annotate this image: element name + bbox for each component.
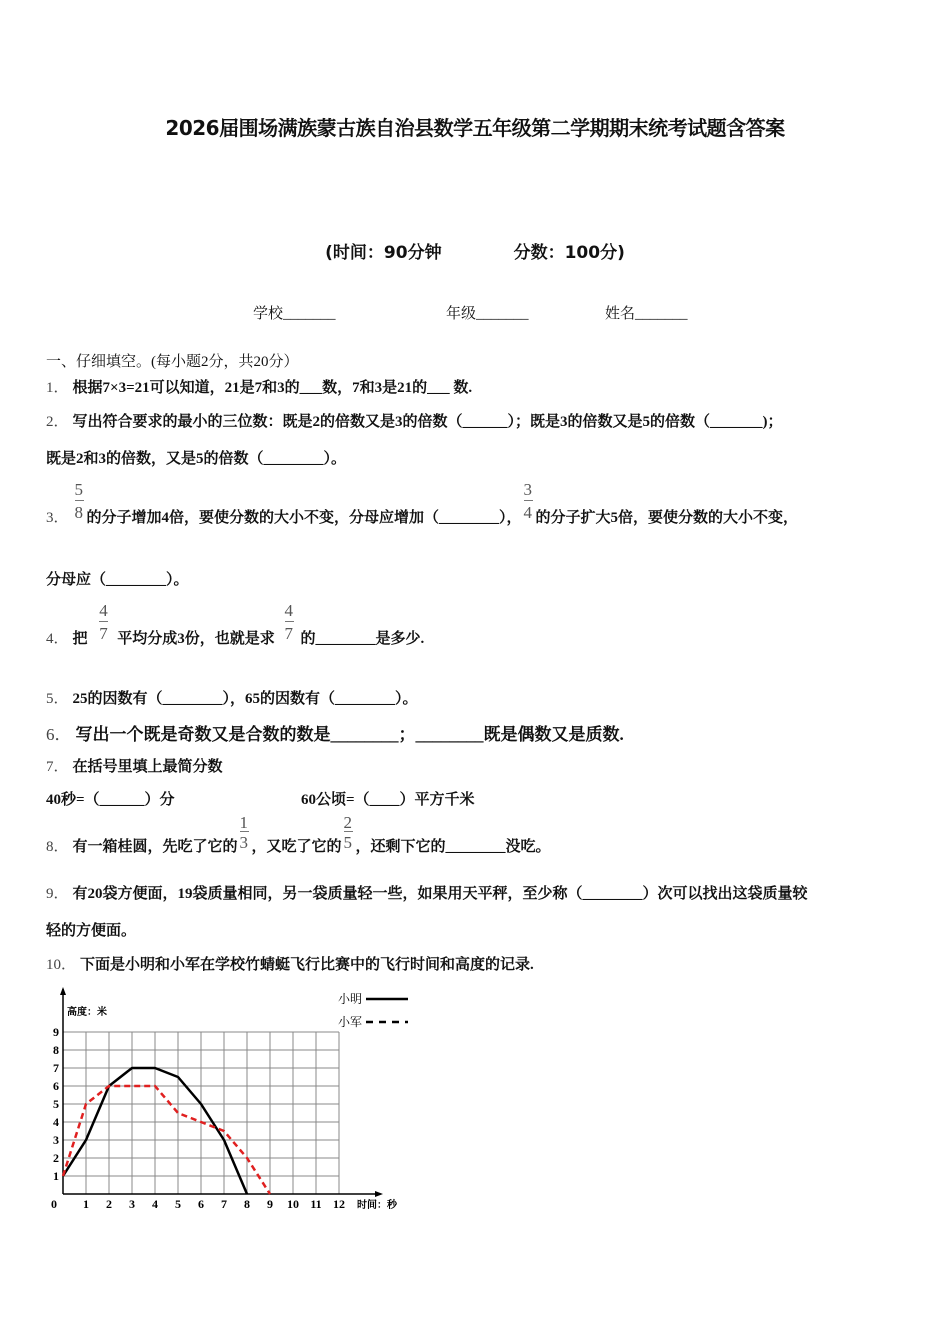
question-2 bbox=[46, 410, 783, 431]
x-tick-label: 8 bbox=[244, 1197, 250, 1211]
denominator: 4 bbox=[523, 503, 533, 522]
time-limit: (时间：90分钟 bbox=[325, 243, 442, 263]
question-1 bbox=[46, 376, 472, 397]
x-tick-label: 10 bbox=[287, 1197, 299, 1211]
fraction bbox=[73, 480, 87, 522]
y-tick-label: 5 bbox=[53, 1097, 59, 1111]
question-number: 5． bbox=[46, 691, 69, 707]
y-tick-label: 3 bbox=[53, 1133, 59, 1147]
total-score: 分数：100分) bbox=[513, 243, 625, 263]
question-number: 6． bbox=[46, 725, 72, 744]
question-number: 1． bbox=[46, 380, 69, 396]
x-tick-label: 4 bbox=[152, 1197, 158, 1211]
question-number: 4． bbox=[46, 631, 69, 647]
question-4 bbox=[46, 601, 425, 648]
y-axis-arrow bbox=[60, 987, 66, 995]
y-tick-label: 7 bbox=[53, 1061, 59, 1075]
page-title: 2026届围场满族蒙古族自治县数学五年级第二学期期末统考试题含答案 bbox=[165, 116, 785, 140]
denominator: 7 bbox=[284, 624, 294, 643]
question-text: 的分子增加4倍，要使分数的大小不变，分母应增加（________）， bbox=[86, 510, 522, 526]
x-tick-label: 6 bbox=[198, 1197, 204, 1211]
question-text: ，还剩下它的________没吃。 bbox=[355, 839, 551, 855]
section-heading: 一、仔细填空。(每小题2分，共20分） bbox=[46, 354, 299, 370]
question-5 bbox=[46, 687, 418, 708]
question-9 bbox=[46, 882, 808, 903]
question-7a: 40秒=（______）分 bbox=[46, 792, 175, 808]
numerator: 4 bbox=[99, 601, 108, 620]
exam-meta bbox=[0, 238, 950, 263]
fraction bbox=[238, 813, 252, 852]
question-6 bbox=[46, 720, 624, 745]
question-10 bbox=[46, 953, 534, 974]
question-number: 10． bbox=[46, 957, 77, 973]
y-tick-label: 6 bbox=[53, 1079, 59, 1093]
fraction bbox=[342, 813, 356, 852]
question-3-cont: 分母应（________）。 bbox=[46, 572, 189, 588]
legend-label: 小军 bbox=[338, 1015, 363, 1029]
y-tick-label: 4 bbox=[53, 1115, 59, 1129]
question-7 bbox=[46, 755, 223, 776]
question-number: 8． bbox=[46, 839, 69, 855]
question-text: 平均分成3份，也就是求 bbox=[117, 631, 275, 647]
school-field: 学校_______ bbox=[253, 306, 336, 322]
x-tick-label: 11 bbox=[310, 1197, 322, 1211]
denominator: 8 bbox=[74, 503, 84, 522]
question-text: 写出一个既是奇数又是合数的数是________；________既是偶数又是质数. bbox=[75, 725, 624, 744]
question-text: 有20袋方便面，19袋质量相同，另一袋质量轻一些，如果用天平秤，至少称（________）次可以找出这袋质量较 bbox=[72, 886, 808, 902]
question-7b: 60公顷=（____）平方千米 bbox=[301, 792, 475, 808]
y-tick-label: 2 bbox=[53, 1151, 59, 1165]
question-8 bbox=[46, 813, 551, 856]
y-tick-label: 1 bbox=[53, 1169, 59, 1183]
legend-label: 小明 bbox=[338, 992, 363, 1006]
question-number: 7． bbox=[46, 759, 69, 775]
numerator: 4 bbox=[284, 601, 294, 620]
question-text: 把 bbox=[72, 631, 88, 647]
question-text: 下面是小明和小军在学校竹蜻蜓飞行比赛中的飞行时间和高度的记录. bbox=[80, 957, 534, 973]
question-number: 2． bbox=[46, 414, 69, 430]
numerator: 5 bbox=[74, 480, 84, 499]
question-text: 在括号里填上最简分数 bbox=[72, 759, 223, 775]
denominator: 3 bbox=[239, 833, 249, 852]
question-text: 根据7×3=21可以知道，21是7和3的___数，7和3是21的___ 数. bbox=[72, 380, 473, 396]
x-tick-label: 1 bbox=[83, 1197, 89, 1211]
denominator: 7 bbox=[99, 624, 108, 643]
y-tick-label: 9 bbox=[53, 1025, 59, 1039]
x-axis-arrow bbox=[375, 1191, 383, 1197]
question-text: 写出符合要求的最小的三位数：既是2的倍数又是3的倍数（______）；既是3的倍数又是5的倍数（_______)； bbox=[72, 414, 783, 430]
fraction bbox=[97, 601, 111, 643]
question-9-cont: 轻的方便面。 bbox=[46, 923, 137, 939]
question-text: 的分子扩大5倍，要使分数的大小不变， bbox=[535, 510, 799, 526]
y-tick-label: 8 bbox=[53, 1043, 59, 1057]
x-tick-label: 5 bbox=[175, 1197, 181, 1211]
numerator: 3 bbox=[523, 480, 533, 499]
fraction bbox=[283, 601, 297, 643]
question-text: 的________是多少. bbox=[300, 631, 425, 647]
question-number: 9． bbox=[46, 886, 69, 902]
y-axis-label: 高度：米 bbox=[67, 1007, 107, 1018]
x-tick-label: 7 bbox=[221, 1197, 227, 1211]
flight-chart bbox=[30, 985, 420, 1215]
grade-field: 年级_______ bbox=[446, 306, 529, 322]
name-field: 姓名_______ bbox=[605, 306, 688, 322]
x-axis-label: 时间：秒 bbox=[357, 1200, 397, 1211]
numerator: 1 bbox=[239, 813, 249, 832]
question-2-cont: 既是2和3的倍数，又是5的倍数（________）。 bbox=[46, 451, 347, 467]
numerator: 2 bbox=[343, 813, 353, 832]
x-tick-label: 0 bbox=[51, 1197, 57, 1211]
x-tick-label: 2 bbox=[106, 1197, 112, 1211]
question-text: 25的因数有（________），65的因数有（________）。 bbox=[72, 691, 418, 707]
question-3 bbox=[46, 480, 799, 527]
x-tick-label: 3 bbox=[129, 1197, 135, 1211]
x-tick-label: 12 bbox=[333, 1197, 345, 1211]
question-text: 有一箱桂圆，先吃了它的 bbox=[72, 839, 238, 855]
denominator: 5 bbox=[343, 833, 353, 852]
question-number: 3． bbox=[46, 510, 69, 526]
x-tick-label: 9 bbox=[267, 1197, 273, 1211]
question-text: ，又吃了它的 bbox=[251, 839, 342, 855]
fraction bbox=[522, 480, 536, 522]
